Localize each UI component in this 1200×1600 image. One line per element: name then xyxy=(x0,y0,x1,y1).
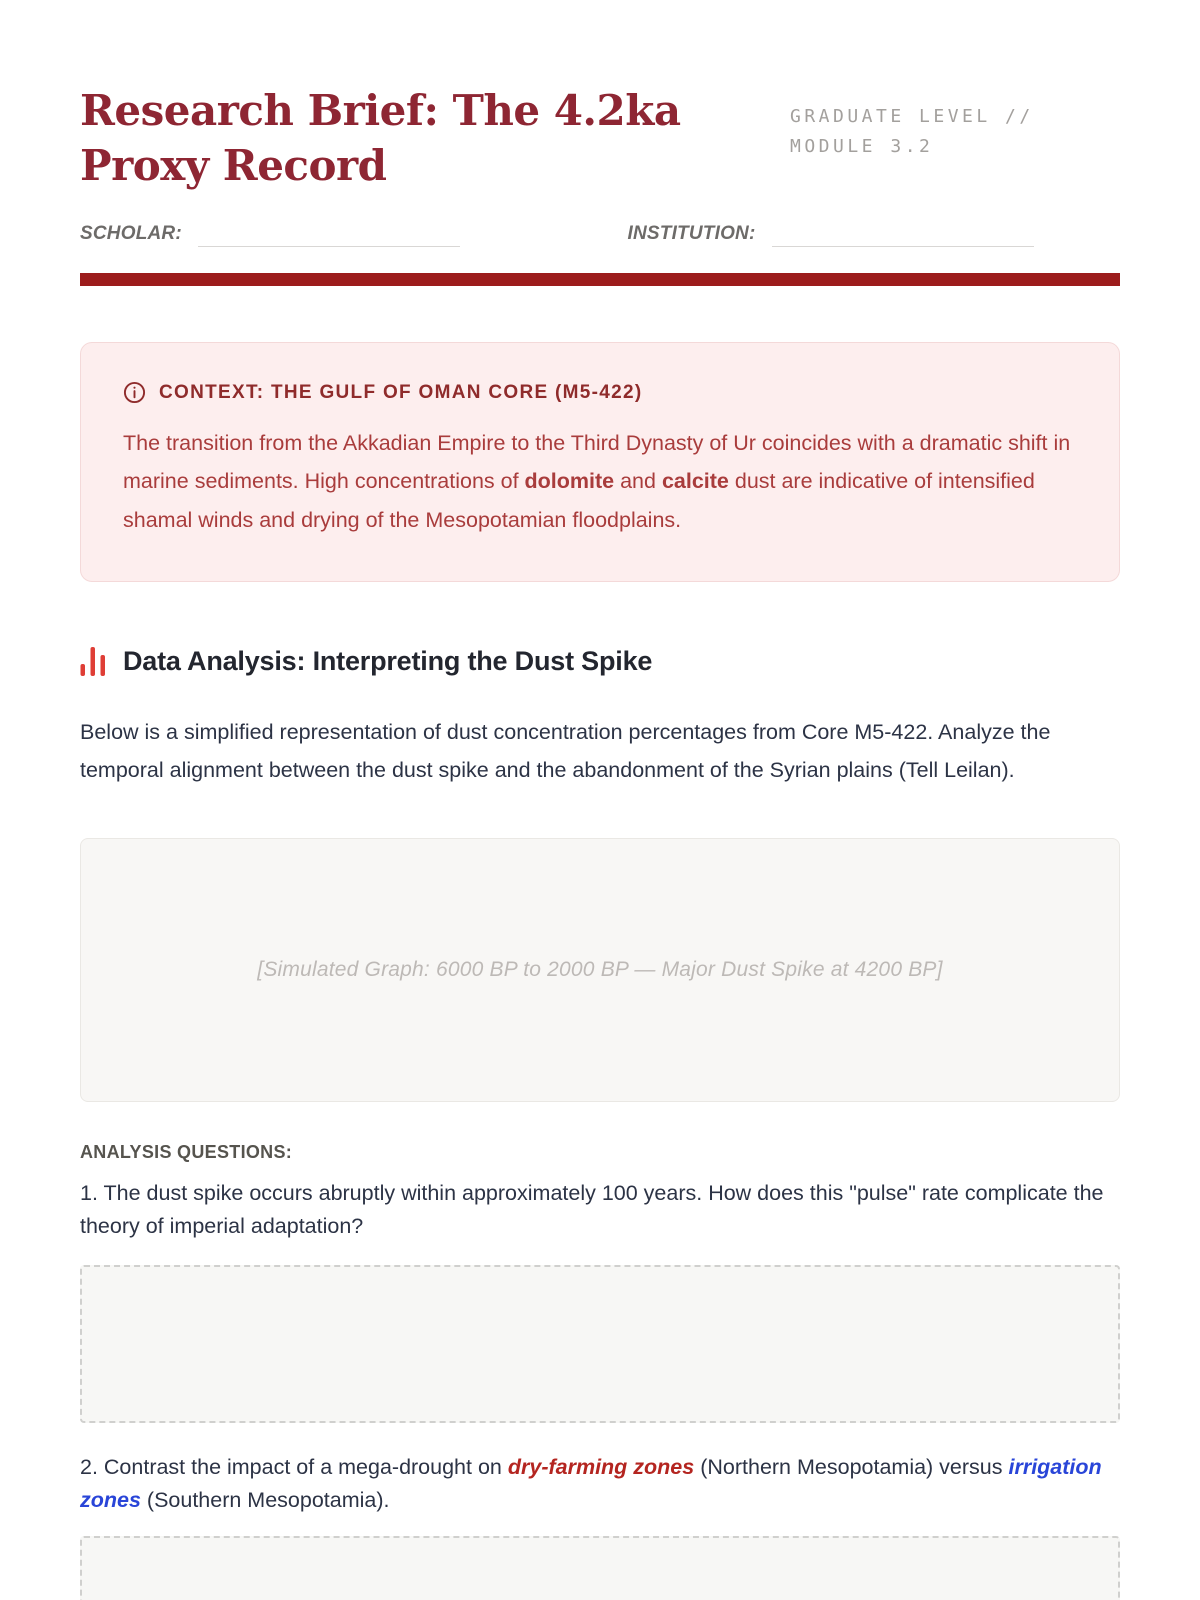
question-2 xyxy=(80,1451,1120,1518)
context-body xyxy=(123,424,1077,539)
analysis-questions-label: ANALYSIS QUESTIONS: xyxy=(80,1141,293,1162)
answer-box-2[interactable] xyxy=(80,1536,1120,1600)
question-2-text: (Northern Mesopotamia) versus xyxy=(694,1455,1009,1480)
context-body-text: and xyxy=(614,469,662,494)
scholar-label: SCHOLAR: xyxy=(80,223,182,245)
section-title: Data Analysis: Interpreting the Dust Spike xyxy=(123,645,653,676)
irrigation-zones-highlight: irrigation zones xyxy=(80,1455,1102,1513)
institution-label: INSTITUTION: xyxy=(627,223,756,245)
header xyxy=(80,84,1120,193)
context-callout xyxy=(80,342,1120,582)
question-2-text: (Southern Mesopotamia). xyxy=(140,1488,390,1513)
context-term-dolomite: dolomite xyxy=(524,469,615,494)
answer-box-1[interactable] xyxy=(80,1265,1120,1423)
graph-placeholder-text: [Simulated Graph: 6000 BP to 2000 BP — Major Dust Spike at 4200 BP] xyxy=(257,957,943,981)
question-2-text: 2. Contrast the impact of a mega-drought on xyxy=(80,1455,508,1480)
context-body-text: dust are indicative of intensified shamal winds and drying of the Mesopotamian floodplains. xyxy=(123,469,1035,532)
context-heading: CONTEXT: THE GULF OF OMAN CORE (M5-422) xyxy=(159,381,643,403)
page-title-line2: Proxy Record xyxy=(80,140,387,190)
dry-farming-zones-highlight: dry-farming zones xyxy=(507,1455,695,1480)
module-meta xyxy=(790,102,1120,161)
section-divider-bar xyxy=(80,273,1120,286)
institution-field xyxy=(628,223,1121,247)
institution-input-line[interactable] xyxy=(772,225,1034,247)
scholar-field xyxy=(80,223,573,247)
question-1: 1. The dust spike occurs abruptly within approximately 100 years. How does this "pulse" rate complicate the theory of imperial adaptation? xyxy=(80,1180,1104,1238)
graph-placeholder-box xyxy=(80,838,1120,1102)
info-icon xyxy=(123,381,146,404)
page-title xyxy=(80,84,681,193)
bar-chart-icon xyxy=(80,646,106,676)
context-body-text: The transition from the Akkadian Empire to the Third Dynasty of Ur coincides with a dramatic shift in marine sediments. High concentrations of xyxy=(123,431,1071,494)
scholar-input-line[interactable] xyxy=(198,225,460,247)
module-meta-line1: GRADUATE LEVEL // xyxy=(790,106,1034,127)
data-analysis-section-heading xyxy=(80,646,1120,677)
module-meta-line2: MODULE 3.2 xyxy=(790,135,934,157)
page-title-line1: Research Brief: The 4.2ka xyxy=(80,86,681,135)
section-intro: Below is a simplified representation of dust concentration percentages from Core M5-422. Analyze the temporal alignment between the dust spike and the abandonment of the Syrian plains (Tell Leilan). xyxy=(80,719,1051,783)
context-heading-row xyxy=(123,381,1077,404)
identity-fields xyxy=(80,223,1120,247)
context-term-calcite: calcite xyxy=(661,469,729,494)
